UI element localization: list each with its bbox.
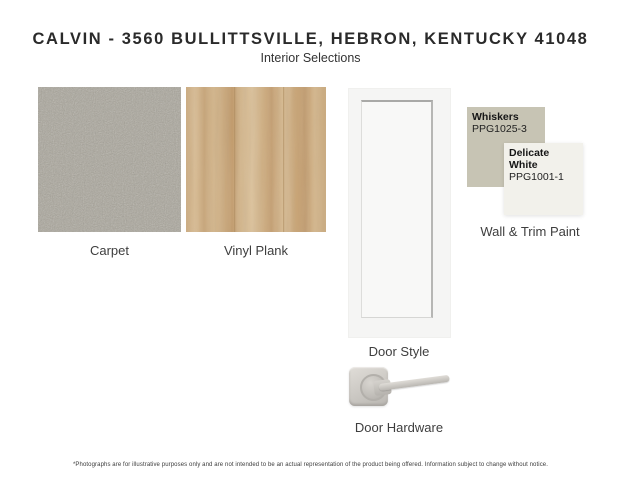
vinyl-plank-label: Vinyl Plank xyxy=(223,243,289,258)
carpet-texture xyxy=(38,87,181,232)
carpet-swatch-image xyxy=(38,87,181,232)
vinyl-plank-swatch-image xyxy=(186,87,326,232)
carpet-label: Carpet xyxy=(89,243,130,258)
paint-chip-code: PPG1025-3 xyxy=(472,123,527,136)
footer-disclaimer: *Photographs are for illustrative purposes only and are not intended to be an actual representation of the product being offered. Information subject to change without notice. xyxy=(72,462,549,468)
door-panel-inset xyxy=(361,100,433,318)
page-title: CALVIN - 3560 BULLITTSVILLE, HEBRON, KENTUCKY 41048 xyxy=(32,30,589,48)
paint-chip-delicate-white xyxy=(504,143,583,215)
wall-trim-paint-label: Wall & Trim Paint xyxy=(480,224,580,239)
paint-chip-name: Whiskers xyxy=(472,111,519,123)
door-hardware-lever xyxy=(379,374,450,390)
door-style-image xyxy=(348,88,451,338)
paint-chip-code: PPG1001-1 xyxy=(509,171,564,184)
paint-chip-name: Delicate White xyxy=(509,147,550,172)
door-hardware-label: Door Hardware xyxy=(354,420,444,435)
vinyl-plank-texture xyxy=(186,87,326,232)
page-subtitle: Interior Selections xyxy=(260,51,361,65)
door-style-label: Door Style xyxy=(368,344,430,359)
